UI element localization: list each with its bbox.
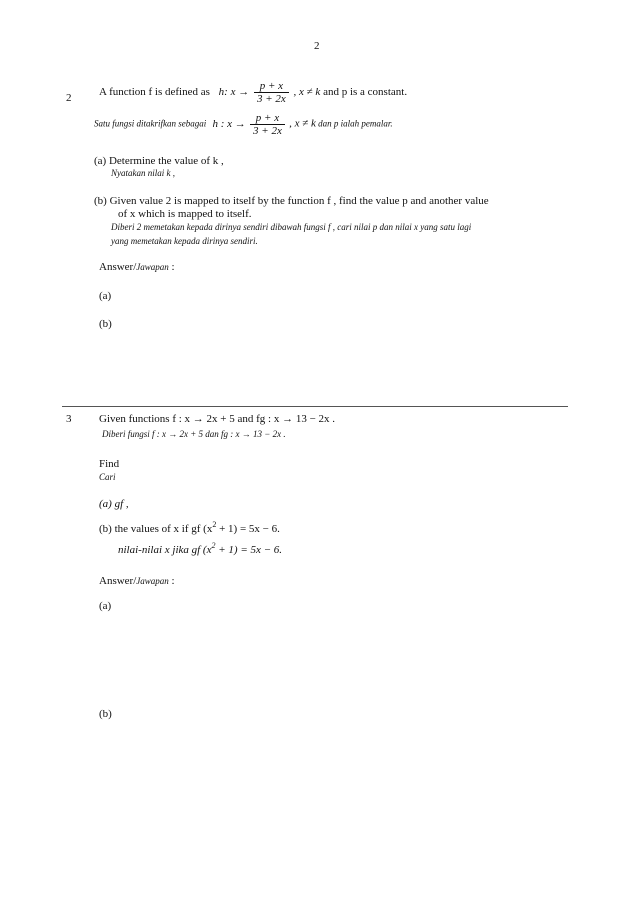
q3-part-b-equation: + 1) = 5x − 6. — [216, 523, 280, 535]
h-mapping-malay: h : x → — [212, 117, 246, 130]
q3-answer-b-label: (b) — [99, 708, 112, 720]
answer-malay: Jawapan — [136, 576, 169, 586]
h-condition: , x ≠ k — [293, 86, 321, 99]
q2-answer-b-label: (b) — [99, 318, 112, 330]
h-fraction-malay — [250, 112, 285, 137]
q2-definition-english — [99, 80, 407, 105]
q2-intro-text: A function f is defined as — [99, 86, 210, 99]
h-numerator-malay: p + x — [250, 112, 285, 125]
h-condition-malay: , x ≠ k — [289, 117, 316, 130]
q3-given-malay: Diberi fungsi f : x → 2x + 5 dan fg : x → 13 − 2x . — [102, 429, 286, 439]
q3-answer-a-label: (a) — [99, 600, 112, 612]
question-number: 3 — [66, 413, 72, 425]
q3-part-b-text: (b) the values of x if gf (x — [99, 523, 213, 535]
q2-part-b-line2: of x which is mapped to itself. — [118, 208, 252, 220]
h-denominator-malay: 3 + 2x — [253, 125, 282, 137]
q3-part-a: (a) gf , — [99, 498, 129, 510]
q3-find-english: Find — [99, 458, 120, 470]
exponent: 2 — [212, 520, 217, 529]
answer-colon: : — [168, 575, 175, 587]
q3-part-b-malay-equation: + 1) = 5x − 6. — [215, 544, 283, 556]
q3-part-b-malay — [118, 541, 282, 556]
h-fraction — [254, 80, 289, 105]
q3-given-english: Given functions f : x → 2x + 5 and fg : x → 13 − 2x . — [99, 413, 336, 425]
q2-part-b-malay-line2: yang memetakan kepada dirinya sendiri. — [111, 236, 258, 246]
q3-part-b-malay-text: nilai-nilai x jika gf (x — [118, 544, 212, 556]
question-number: 2 — [66, 92, 72, 104]
q2-answer-label — [99, 261, 175, 273]
q2-answer-a-label: (a) — [99, 290, 112, 302]
q2-part-a-malay: Nyatakan nilai k , — [111, 168, 175, 178]
answer-malay: Jawapan — [136, 262, 169, 272]
answer-colon: : — [168, 261, 175, 273]
q2-part-a: (a) Determine the value of k , — [94, 155, 224, 167]
q3-answer-label — [99, 575, 175, 587]
h-mapping: h: x → — [218, 86, 250, 99]
q3-part-b — [99, 520, 280, 535]
q2-definition-malay — [94, 112, 393, 137]
h-denominator: 3 + 2x — [256, 93, 286, 105]
q2-constant-text: and p is a constant. — [323, 86, 408, 99]
q2-intro-malay: Satu fungsi ditakrifkan sebagai — [94, 118, 207, 129]
h-numerator: p + x — [254, 80, 289, 93]
answer-english: Answer/ — [99, 575, 137, 587]
page-number: 2 — [314, 40, 320, 52]
question-divider — [62, 406, 568, 407]
q2-part-b-malay-line1: Diberi 2 memetakan kepada dirinya sendiri dibawah fungsi f , cari nilai p dan nilai x yang satu lagi — [111, 222, 472, 232]
answer-english: Answer/ — [99, 261, 137, 273]
q3-find-malay: Cari — [99, 472, 116, 482]
exponent: 2 — [211, 541, 216, 550]
q2-constant-malay: dan p ialah pemalar. — [318, 118, 393, 129]
q2-part-b-line1: (b) Given value 2 is mapped to itself by the function f , find the value p and another value — [94, 195, 489, 207]
